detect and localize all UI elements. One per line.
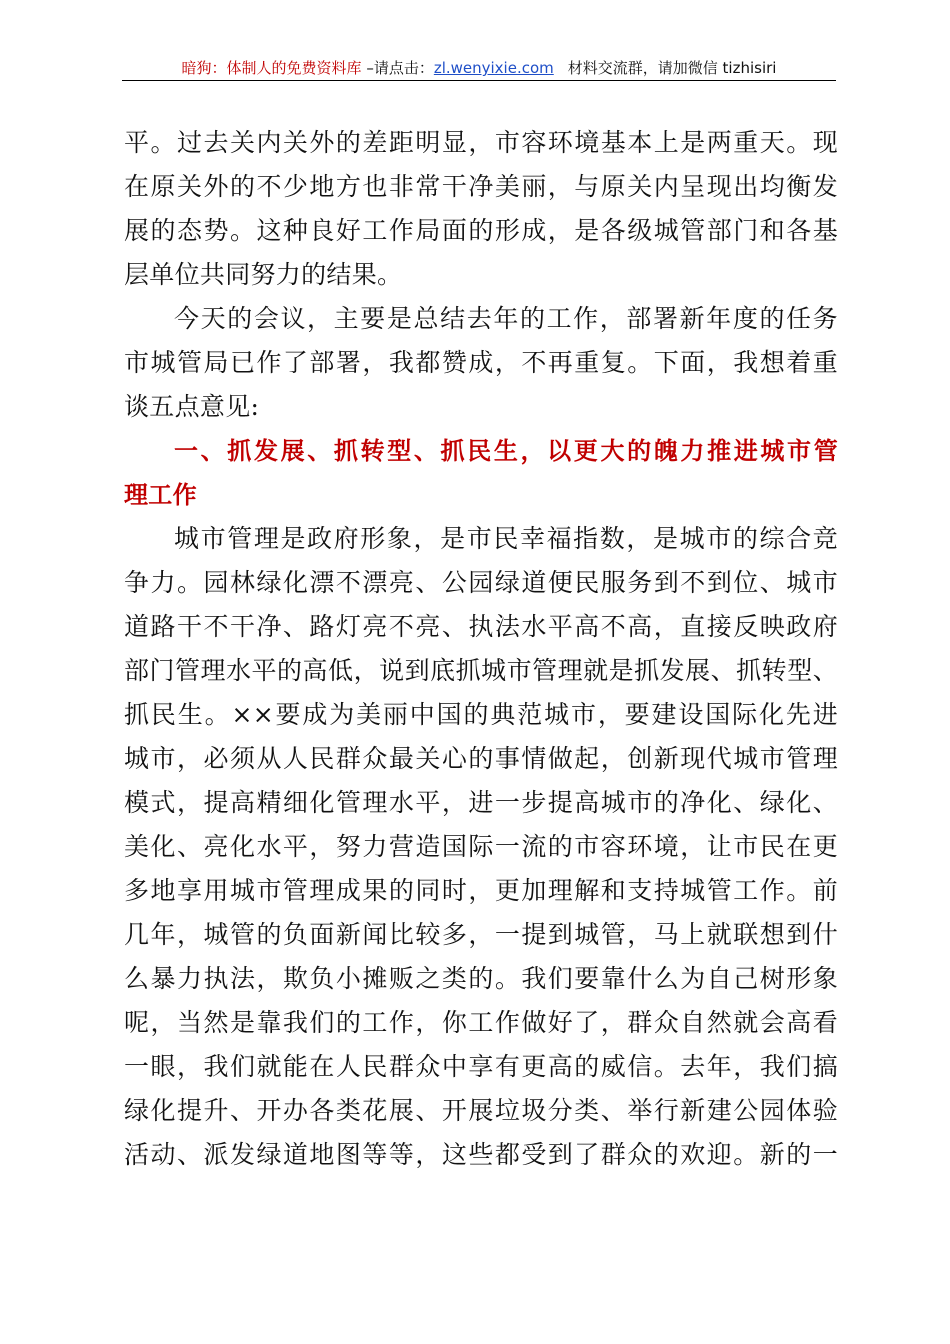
text-line: 谈五点意见:	[124, 392, 260, 421]
text-line: 多地享用城市管理成果的同时，更加理解和支持城管工作。前	[124, 876, 838, 905]
text-line: 在原关外的不少地方也非常干净美丽，与原关内呈现出均衡发	[124, 172, 838, 201]
document-body	[124, 121, 838, 1177]
text-line: 层单位共同努力的结果。	[124, 260, 403, 289]
text-line: 道路干不干净、路灯亮不亮、执法水平高不高，直接反映政府	[124, 612, 838, 641]
text-line: 今天的会议，主要是总结去年的工作，部署新年度的任务	[174, 304, 838, 333]
section-heading-line: 理工作	[124, 481, 197, 509]
text-line: 活动、派发绿道地图等等，这些都受到了群众的欢迎。新的一	[124, 1140, 838, 1169]
header-brand: 暗狗：体制人的免费资料库	[181, 59, 362, 77]
section-heading-line: 一、抓发展、抓转型、抓民生，以更大的魄力推进城市管	[174, 437, 838, 465]
header-link[interactable]: zl.wenyixie.com	[433, 59, 554, 77]
text-line: 城市管理是政府形象，是市民幸福指数，是城市的综合竞	[174, 524, 838, 553]
text-line: 抓民生。××要成为美丽中国的典范城市，要建设国际化先进	[124, 700, 838, 729]
page-header	[122, 56, 836, 81]
text-line: 呢，当然是靠我们的工作，你工作做好了，群众自然就会高看	[124, 1008, 838, 1037]
text-line: 么暴力执法，欺负小摊贩之类的。我们要靠什么为自己树形象	[124, 964, 838, 993]
text-line: 模式，提高精细化管理水平，进一步提高城市的净化、绿化、	[124, 788, 838, 817]
text-line: 几年，城管的负面新闻比较多，一提到城管，马上就联想到什	[124, 920, 838, 949]
text-line: 平。过去关内关外的差距明显，市容环境基本上是两重天。现	[124, 128, 838, 157]
header-prompt: –请点击：	[361, 59, 434, 77]
text-line: 部门管理水平的高低，说到底抓城市管理就是抓发展、抓转型、	[124, 656, 838, 685]
text-line: 争力。园林绿化漂不漂亮、公园绿道便民服务到不到位、城市	[124, 568, 838, 597]
text-line: 美化、亮化水平，努力营造国际一流的市容环境，让市民在更	[124, 832, 838, 861]
text-line: 城市，必须从人民群众最关心的事情做起，创新现代城市管理	[124, 744, 838, 773]
header-contact: 材料交流群，请加微信 tizhisiri	[567, 59, 777, 77]
text-line: 绿化提升、开办各类花展、开展垃圾分类、举行新建公园体验	[124, 1096, 838, 1125]
text-line: 市城管局已作了部署，我都赞成，不再重复。下面，我想着重	[124, 348, 838, 377]
text-line: 展的态势。这种良好工作局面的形成，是各级城管部门和各基	[124, 216, 838, 245]
text-line: 一眼，我们就能在人民群众中享有更高的威信。去年，我们搞	[124, 1052, 838, 1081]
